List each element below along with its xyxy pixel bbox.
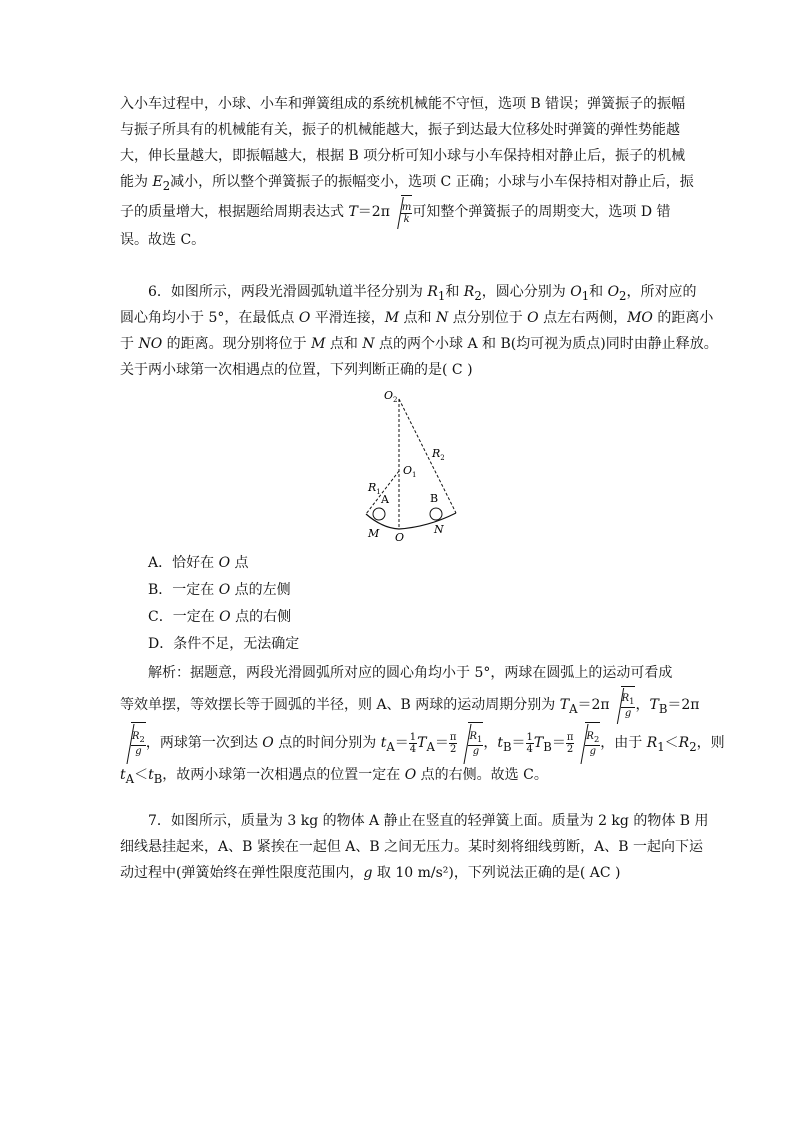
- arc-track-figure: [350, 385, 470, 545]
- q6-line: 圆心角均小于 5°，在最低点 O 平滑连接，M 点和 N 点分别位于 O 点左右两侧，MO 的距离小: [120, 310, 714, 326]
- ball-a: [373, 508, 385, 520]
- question-7: [120, 808, 709, 886]
- q6-line: 关于两小球第一次相遇点的位置，下列判断正确的是( C ): [120, 362, 473, 378]
- option-a: A．恰好在 O 点: [148, 555, 249, 571]
- intro-paragraph: [120, 91, 694, 253]
- intro-line: 能为 $E_2$减小，所以整个弹簧振子的振幅变小，选项 C 正确；小球与小车保持相对静止后，振: [120, 174, 694, 193]
- q6-line: 于 NO 的距离。现分别将位于 M 点和 N 点的两个小球 A 和 B(均可视为质点)同时由静止释放。: [120, 336, 718, 352]
- q6-line: 6．如图所示，两段光滑圆弧轨道半径分别为 $R_1$和 $R_2$，圆心分别为 $O_1$和 $O_2$，所对应的: [148, 284, 697, 303]
- sqrt-symbol: $\frac{m}{k}$: [392, 195, 412, 229]
- label-a: A: [381, 493, 389, 506]
- analysis-line: $\frac{R_2}{g}$ ，两球第一次到达 O 点的时间分别为 $t_A=$ $\frac{1}{4}$ $T_A=$ $\frac{\pi}{2}$ $\frac{R_1}{g}$ ，$t_B=$ $\frac{1}{4}$ $T_B=$ $\frac{\pi}{2}$ $\frac{R_2}{g}$ ，由于 $R_1<R_2$，则: [120, 722, 676, 762]
- intro-line: 误。故选 C。: [120, 232, 206, 248]
- ball-b: [430, 508, 442, 520]
- label-m: M: [368, 527, 380, 540]
- sqrt-symbol: $\frac{R_2}{g}$: [122, 722, 146, 764]
- option-d: D．条件不足，无法确定: [148, 636, 300, 652]
- intro-line: 入小车过程中，小球、小车和弹簧组成的系统机械能不守恒，选项 B 错误；弹簧振子的振幅: [120, 96, 686, 112]
- label-r1: $R_1$: [368, 481, 381, 496]
- label-o1: $O_1$: [403, 464, 417, 479]
- q7-line: 7．如图所示，质量为 3 kg 的物体 A 静止在竖直的轻弹簧上面。质量为 2 kg 的物体 B 用: [148, 813, 709, 829]
- analysis-line: $t_A<t_B$，故两小球第一次相遇点的位置一定在 O 点的右侧。故选 C。: [120, 767, 548, 786]
- q7-line: 细线悬挂起来，A、B 紧挨在一起但 A、B 之间无压力。某时刻将细线剪断，A、B 一起向下运: [120, 839, 703, 855]
- intro-formula-line: 子的质量增大，根据题给周期表达式 T＝2π $\frac{m}{k}$ 可知整个弹簧振子的周期变大，选项 D 错: [120, 195, 676, 227]
- label-b: B: [430, 492, 439, 505]
- label-n: N: [434, 523, 444, 536]
- label-o: O: [395, 531, 405, 544]
- radius-r2-dashed-line: [399, 399, 456, 513]
- sqrt-symbol: $\frac{R_1}{g}$: [459, 722, 483, 764]
- q7-line: 动过程中(弹簧始终在弹性限度范围内，g 取 10 m/s²)，下列说法正确的是( AC ): [120, 865, 621, 881]
- sqrt-symbol: $\frac{R_2}{g}$: [576, 722, 600, 764]
- option-c: C．一定在 O 点的右侧: [148, 609, 292, 625]
- analysis-line: 解析：据题意，两段光滑圆弧所对应的圆心角均小于 5°，两球在圆弧上的运动可看成: [148, 665, 673, 681]
- intro-line: 与振子所具有的机械能有关，振子的机械能越大，振子到达最大位移处时弹簧的弹性势能越: [120, 122, 680, 138]
- analysis-line: 等效单摆，等效摆长等于圆弧的半径，则 A、B 两球的运动周期分别为 $T_A=2\pi$ $\frac{R_1}{g}$ ，$T_B=2\pi$: [120, 686, 676, 722]
- analysis-paragraph: [120, 660, 725, 788]
- question-6: [120, 279, 718, 383]
- intro-line: 大，伸长量越大，即振幅越大，根据 B 项分析可知小球与小车保持相对静止后，振子的机械: [120, 148, 686, 164]
- label-r2: $R_2$: [432, 447, 445, 462]
- label-o2: $O_2$: [384, 389, 398, 404]
- sqrt-symbol: $\frac{R_1}{g}$: [612, 686, 636, 724]
- option-b: B．一定在 O 点的左侧: [148, 582, 291, 598]
